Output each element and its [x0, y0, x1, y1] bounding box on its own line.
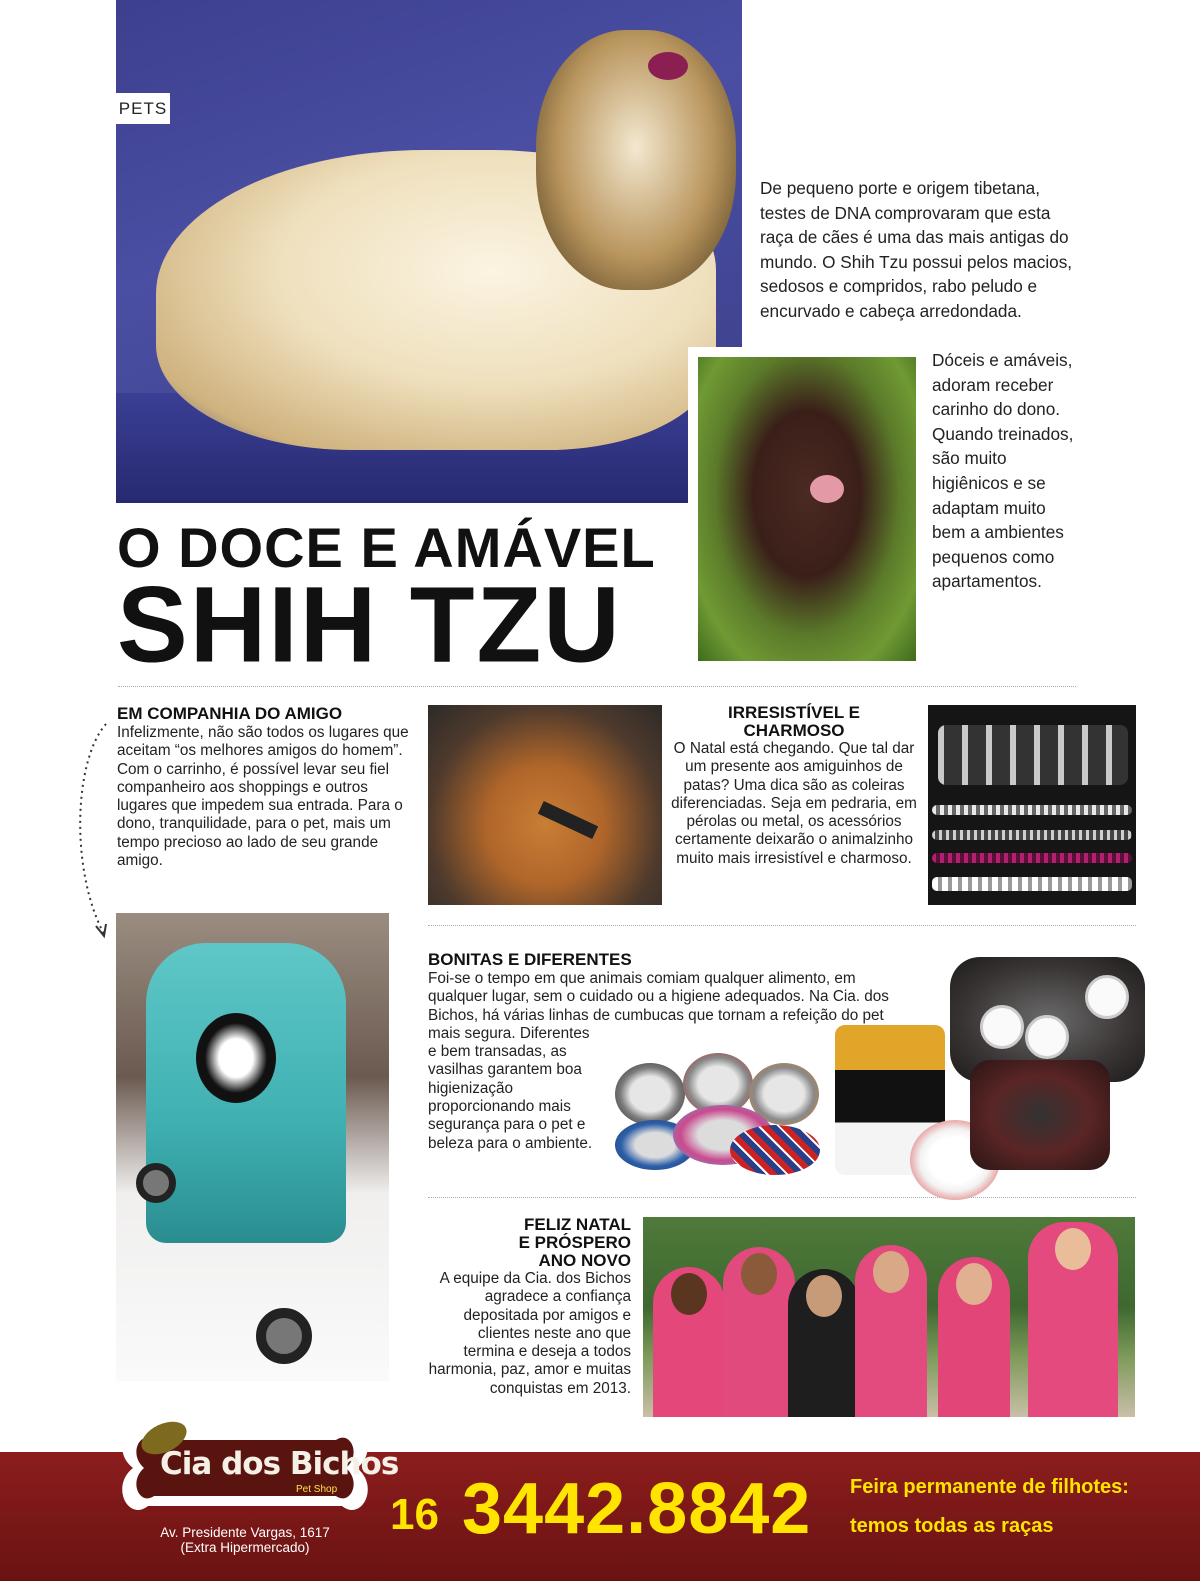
- hair-bow: [648, 52, 688, 80]
- dotted-arrow-icon: [70, 720, 110, 940]
- cat-with-collar-photo: [428, 705, 662, 905]
- page-title-line2: SHIH TZU: [117, 564, 622, 686]
- intro-paragraph: De pequeno porte e origem tibetana, testes de DNA comprovaram que esta raça de cães é uma das mais antigas do mundo. O Shih Tzu possui pelos macios, sedosos e compridos, rabo peludo e encurvado e cabeça arredondada.: [760, 178, 1073, 321]
- ceramic-bowl: [1025, 1015, 1069, 1059]
- team-photo: [643, 1217, 1135, 1417]
- collars-photo: [928, 705, 1136, 905]
- collar-band: [938, 725, 1128, 785]
- section-heading: FELIZ NATAL E PRÓSPERO ANO NOVO: [518, 1215, 631, 1270]
- dog-head: [536, 30, 736, 290]
- collar-band: [932, 853, 1132, 863]
- team-member: [788, 1269, 860, 1417]
- section-body: Foi-se o tempo em que animais comiam qualquer alimento, em qualquer lugar, sem o cuidado ou a higiene adequados. Na Cia. dos Bichos, há várias linhas de cumbucas que tornam a refeição do pet mais segura. Diferentes: [428, 970, 889, 1042]
- cat-collar: [538, 801, 598, 839]
- section-tag: PETS: [116, 93, 170, 124]
- section-body: A equipe da Cia. dos Bichos agradece a confiança depositada por amigos e clientes neste ano que termina e deseja a todos harmonia, paz, amor e muitas conquistas em 2013.: [428, 1270, 631, 1397]
- address-line: (Extra Hipermercado): [180, 1540, 310, 1555]
- team-member: [723, 1247, 795, 1417]
- section-heading: BONITAS E DIFERENTES: [428, 950, 632, 969]
- section-heading: EM COMPANHIA DO AMIGO: [117, 704, 343, 723]
- team-member: [1028, 1222, 1118, 1417]
- divider: [428, 925, 1136, 926]
- footer-tagline: Feira permanente de filhotes:: [850, 1476, 1129, 1498]
- store-address: [130, 1525, 360, 1555]
- plaid-bowl: [730, 1125, 820, 1175]
- address-line: Av. Presidente Vargas, 1617: [160, 1525, 330, 1540]
- footer-tagline: temos todas as raças: [850, 1515, 1054, 1537]
- shih-tzu-hero-photo: [116, 0, 742, 503]
- section-body: Infelizmente, não são todos os lugares que aceitam “os melhores amigos do homem”. Com o carrinho, é possível levar seu fiel companheiro aos shoppings e outros lugares que impedem sua entrada. Para o dono, tranquilidade, para o pet, mais um tempo precioso ao lado de seu grande amigo.: [117, 724, 409, 870]
- phone-area-code: 16: [390, 1490, 439, 1539]
- section-companhia: [117, 704, 417, 870]
- team-member: [938, 1257, 1010, 1417]
- collar-band: [932, 830, 1132, 840]
- dog-stroller-photo: [116, 913, 389, 1381]
- section-heading: IRRESISTÍVEL E CHARMOSO: [728, 703, 860, 740]
- logo-subtitle: Pet Shop: [296, 1484, 338, 1495]
- team-member: [855, 1245, 927, 1417]
- section-irresistivel: [668, 704, 920, 868]
- section-feliz-natal: [425, 1216, 631, 1398]
- ceramic-bowl: [980, 1005, 1024, 1049]
- collar-band: [932, 805, 1132, 815]
- bowl-holder: [970, 1060, 1110, 1170]
- brown-puppy-photo: [688, 347, 926, 669]
- section-body: O Natal está chegando. Que tal dar um presente aos amiguinhos de patas? Uma dica são as coleiras diferenciadas. Seja em pedraria, em pérolas ou metal, os acessórios certamente deixarão o animalzinho muito mais irresistível e charmoso.: [671, 740, 917, 867]
- team-member: [653, 1267, 725, 1417]
- collar-band: [932, 877, 1132, 891]
- stroller-wheel: [256, 1308, 312, 1364]
- page-title-line1: O DOCE E AMÁVEL: [117, 516, 656, 579]
- phone-number: 3442.8842: [462, 1469, 812, 1549]
- ceramic-bowl: [1085, 975, 1129, 1019]
- intro-paragraph-continued: Dóceis e amáveis, adoram receber carinho do dono. Quando treinados, são muito higiênicos e se adaptam muito bem a ambientes pequenos como apartamentos.: [932, 350, 1074, 592]
- steel-bowl: [615, 1063, 685, 1125]
- logo-name: Cia dos Bichos: [160, 1446, 399, 1482]
- puppy-in-stroller: [196, 1013, 276, 1103]
- stroller-wheel: [136, 1163, 176, 1203]
- section-body-continued: e bem transadas, as vasilhas garantem boa higienização proporcionando mais segurança para o pet e beleza para o ambiente.: [428, 1043, 593, 1152]
- puppy-tongue: [810, 475, 844, 503]
- divider: [118, 686, 1076, 687]
- pet-bowls-photo: [605, 955, 1145, 1205]
